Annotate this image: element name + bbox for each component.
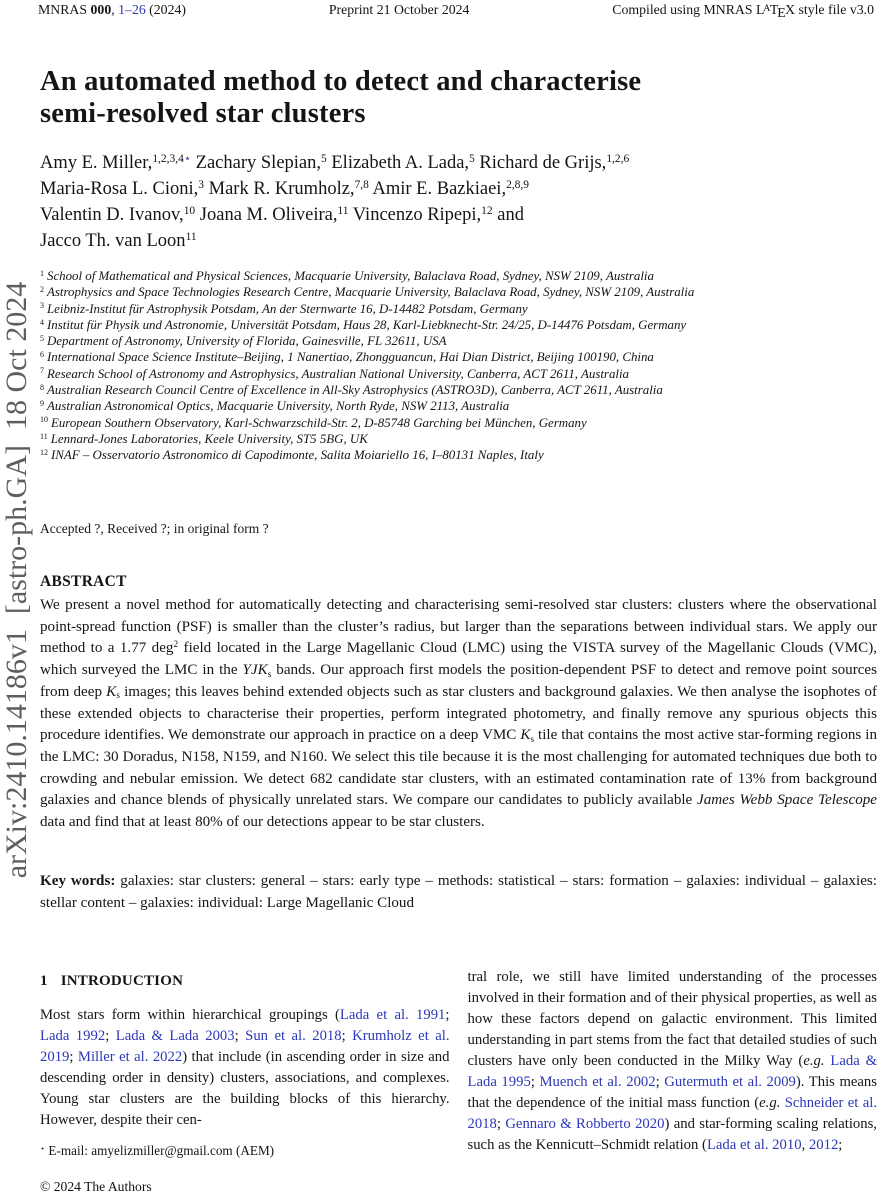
affiliation-number: 2: [40, 284, 44, 294]
text-run: We present a novel method for automatically detecting and characterising semi-resolved star clusters: clusters where the observational point-spread function (PSF) is smaller than the cluster’s radius, but larger than the separations between individual stars. We apply our method to a 1.77 deg: [40, 597, 877, 657]
title-line-1: An automated method to detect and characterise: [40, 66, 642, 97]
affiliation-line: [40, 301, 694, 317]
page-title: [40, 66, 641, 130]
text-run: ) and star-forming scaling relations, such as the Kennicutt–Schmidt relation (: [467, 1116, 877, 1153]
affiliation-number: 1: [40, 268, 44, 278]
citation-link[interactable]: Lada & Lada 1995: [467, 1053, 877, 1090]
text-run: MNRAS: [38, 2, 91, 17]
superscript: 1,2,3,4: [152, 152, 184, 165]
affiliation-line: [40, 398, 694, 414]
abstract-heading: ABSTRACT: [40, 573, 127, 590]
running-header: [38, 2, 874, 21]
text-run: bands. Our approach first models the position-dependent PSF to detect and remove point sources from deep: [40, 662, 878, 700]
text-run: e.g.: [803, 1053, 825, 1069]
text-run: ,: [801, 1137, 809, 1153]
superscript: 11: [337, 204, 349, 217]
affiliation-line: [40, 415, 694, 431]
section-number: 1: [40, 973, 48, 989]
section-heading-introduction: [40, 971, 450, 992]
superscript: 12: [481, 204, 493, 217]
superscript: 11: [185, 230, 197, 243]
superscript: 5: [321, 152, 327, 165]
citation-link[interactable]: Lada & Lada 2003: [115, 1028, 235, 1044]
text-run: Most stars form within hierarchical groupings (: [40, 1007, 340, 1023]
superscript: 3: [198, 178, 204, 191]
text-run: ;: [234, 1028, 246, 1044]
text-run: YJK: [242, 662, 268, 679]
arxiv-banner: arXiv:2410.14186v1 [astro-ph.GA] 18 Oct 2024: [0, 281, 33, 879]
text-run: (2024): [145, 2, 186, 17]
affiliation-line: [40, 447, 694, 463]
text-run: K: [106, 683, 117, 700]
superscript: 2,8,9: [506, 178, 530, 191]
affiliation-text: School of Mathematical and Physical Sciences, Macquarie University, Balaclava Road, Sydney, NSW 2109, Australia: [47, 269, 654, 283]
citation-link[interactable]: Gutermuth et al. 2009: [664, 1074, 796, 1090]
text-run: X style file v3.0: [785, 2, 874, 17]
text-run: ) that include (in ascending order in size and descending order in density) clusters, associations, and complexes. Young star clusters are the building blocks of this hierarchy. However, despite their cen-: [40, 1049, 450, 1128]
compiled-note: [612, 2, 874, 21]
text-run: ;: [530, 1074, 540, 1090]
text-run: tile that contains the most active star-forming regions in the LMC: 30 Doradus, N158, N159, and N160. We select this tile because it is the most challenging for automated techniques due both to crowding and nebular emission. We detect 682 candidate star clusters, with an estimated contamination rate of 13% from background galaxies and chance blends of physically unrelated stars. We compare our candidates to publicly available: [40, 727, 878, 809]
citation-link[interactable]: Schneider et al. 2018: [467, 1095, 877, 1132]
text-run: E: [777, 5, 786, 21]
affiliation-text: Lennard-Jones Laboratories, Keele University, ST5 5BG, UK: [50, 431, 368, 446]
affiliation-line: [40, 333, 694, 349]
author-line: [40, 228, 629, 254]
citation-link[interactable]: Lada 1992: [40, 1028, 106, 1044]
text-run: 000: [90, 2, 112, 17]
affiliation-number: 10: [40, 415, 48, 425]
text-run: Key words:: [40, 873, 116, 889]
text-run: and: [492, 205, 524, 225]
text-run: ;: [655, 1074, 665, 1090]
text-run: ;: [105, 1028, 116, 1044]
affiliation-line: [40, 317, 694, 333]
abstract-text: [40, 595, 877, 834]
affiliation-number: 12: [40, 447, 48, 457]
subscript: s: [530, 734, 535, 745]
citation-link[interactable]: 1–26: [118, 2, 146, 17]
text-run: Amy E. Miller,: [40, 153, 153, 173]
text-run: data and find that at least 80% of our detections appear to be star clusters.: [40, 814, 485, 831]
citation-link[interactable]: ⋆: [183, 152, 192, 165]
superscript: 2: [173, 640, 179, 651]
dates-line: Accepted ?, Received ?; in original form ?: [40, 521, 269, 536]
text-run: K: [520, 727, 531, 744]
author-line: [40, 150, 629, 176]
citation-link[interactable]: Muench et al. 2002: [539, 1074, 656, 1090]
text-run: Joana M. Oliveira,: [195, 205, 338, 225]
affiliation-number: 9: [40, 398, 44, 408]
subscript: s: [116, 691, 120, 702]
text-run: T: [769, 2, 779, 17]
affiliation-number: 7: [40, 366, 44, 376]
intro-paragraph-right: [468, 967, 878, 1156]
intro-left-column: [40, 967, 450, 1156]
text-run: ;: [69, 1049, 78, 1065]
affiliation-number: 5: [40, 333, 44, 343]
section-title: INTRODUCTION: [60, 973, 184, 989]
text-run: Zachary Slepian,: [191, 153, 322, 173]
text-run: Valentin D. Ivanov,: [40, 205, 184, 225]
text-run: galaxies: star clusters: general – stars: early type – methods: statistical – stars: formation – galaxies: individual – galaxies: stellar content – galaxies: individual: Large Magellanic Cloud: [40, 873, 878, 911]
text-run: Vincenzo Ripepi,: [348, 205, 482, 225]
journal-reference: [38, 2, 186, 18]
citation-link[interactable]: Miller et al. 2022: [77, 1049, 183, 1065]
affiliation-text: European Southern Observatory, Karl-Schwarzschild-Str. 2, D-85748 Garching bei München, Germany: [50, 415, 587, 430]
text-run: ;: [341, 1028, 353, 1044]
affiliation-number: 4: [40, 317, 44, 327]
text-run: Maria-Rosa L. Cioni,: [40, 179, 199, 199]
text-run: Elizabeth A. Lada,: [326, 153, 470, 173]
superscript: 1,2,6: [606, 152, 630, 165]
copyright-line: © 2024 The Authors: [40, 1179, 152, 1194]
citation-link[interactable]: Lada et al. 1991: [339, 1007, 446, 1023]
affiliation-text: International Space Science Institute–Beijing, 1 Nanertiao, Zhongguancun, Hai Dian District, Beijing 100190, China: [47, 350, 654, 365]
affiliation-number: 11: [40, 431, 48, 441]
affiliation-number: 3: [40, 301, 44, 311]
affiliation-text: Institut für Physik und Astronomie, Universität Potsdam, Haus 28, Karl-Liebknecht-Str. 24/25, D-14476 Potsdam, Germany: [47, 317, 687, 332]
affiliation-text: Australian Research Council Centre of Excellence in All-Sky Astrophysics (ASTRO3D), Canberra, ACT 2611, Australia: [47, 383, 663, 398]
intro-right-column: [468, 967, 878, 1156]
citation-link[interactable]: Lada et al. 2010: [706, 1137, 802, 1153]
citation-link[interactable]: Sun et al. 2018: [245, 1028, 342, 1044]
email-footnote: [40, 1143, 274, 1159]
citation-link[interactable]: Krumholz et al. 2019: [40, 1028, 450, 1065]
text-run: ). This means that the dependence of the initial mass function (: [467, 1074, 877, 1111]
text-run: tral role, we still have limited understanding of the processes involved in their formation and of their physical properties, as well as how these factors depend on galactic environment. This limited understanding in part stems from the fact that detailed studies of such clusters have only been conducted in the Milky Way (: [467, 969, 878, 1069]
author-list: [40, 150, 629, 254]
keywords-line: [40, 871, 877, 915]
title-line-2: semi-resolved star clusters: [40, 98, 366, 129]
affiliation-text: Research School of Astronomy and Astrophysics, Australian National University, Canberra, ACT 2611, Australia: [47, 366, 630, 381]
citation-link[interactable]: 2012: [808, 1137, 839, 1153]
affiliation-text: Australian Astronomical Optics, Macquarie University, North Ryde, NSW 2113, Australia: [47, 399, 510, 414]
affiliation-text: Department of Astronomy, University of Florida, Gainesville, FL 32611, USA: [47, 334, 447, 349]
text-run: Compiled using MNRAS L: [612, 2, 765, 17]
text-run: Richard de Grijs,: [474, 153, 607, 173]
text-run: ;: [445, 1007, 450, 1023]
text-run: images; this leaves behind extended objects such as star clusters and background galaxies. We then analyse the isophotes of these extended objects to characterise their properties, perform integrated photometry, and finally remove any spurious objects this procedure identifies. We demonstrate our approach in practice on a deep VMC: [40, 683, 877, 744]
affiliation-line: [40, 268, 694, 284]
affiliation-text: Leibniz-Institut für Astrophysik Potsdam, An der Sternwarte 16, D-14482 Potsdam, Germany: [47, 301, 528, 316]
text-run: James Webb Space Telescope: [697, 792, 877, 809]
text-run: Jacco Th. van Loon: [40, 231, 186, 251]
superscript: 5: [469, 152, 475, 165]
intro-paragraph-left: [40, 1005, 450, 1131]
affiliation-line: [40, 349, 694, 365]
text-run: e.g.: [759, 1095, 781, 1111]
affiliation-number: 6: [40, 350, 44, 360]
text-run: Mark R. Krumholz,: [204, 179, 355, 199]
text-run: E-mail: amyelizmiller@gmail.com (AEM): [45, 1143, 275, 1158]
affiliation-line: [40, 366, 694, 382]
subscript: s: [267, 669, 272, 680]
affiliation-line: [40, 382, 694, 398]
preprint-date: Preprint 21 October 2024: [328, 2, 470, 17]
text-run: field located in the Large Magellanic Cloud (LMC) using the VISTA survey of the Magellanic Clouds (VMC), which surveyed the LMC in the: [40, 640, 878, 679]
citation-link[interactable]: Gennaro & Robberto 2020: [505, 1116, 665, 1132]
affiliation-text: Astrophysics and Space Technologies Research Centre, Macquarie University, Balaclava Road, Sydney, NSW 2109, Australia: [47, 285, 695, 300]
body-columns: [40, 967, 877, 1156]
superscript: 7,8: [354, 178, 369, 191]
text-run: ,: [111, 2, 119, 17]
affiliation-line: [40, 431, 694, 447]
author-line: [40, 176, 629, 202]
author-line: [40, 202, 629, 228]
superscript: ⋆: [40, 1143, 46, 1153]
text-run: Amir E. Bazkiaei,: [368, 179, 507, 199]
superscript: 10: [183, 204, 196, 217]
text-run: A: [763, 3, 771, 15]
affiliation-text: INAF – Osservatorio Astronomico di Capodimonte, Salita Moiariello 16, I–80131 Naples, Italy: [50, 448, 544, 463]
text-run: ;: [838, 1137, 843, 1153]
affiliation-line: [40, 284, 694, 300]
affiliation-list: [40, 268, 694, 464]
text-run: ;: [496, 1116, 506, 1132]
affiliation-number: 8: [40, 382, 44, 392]
